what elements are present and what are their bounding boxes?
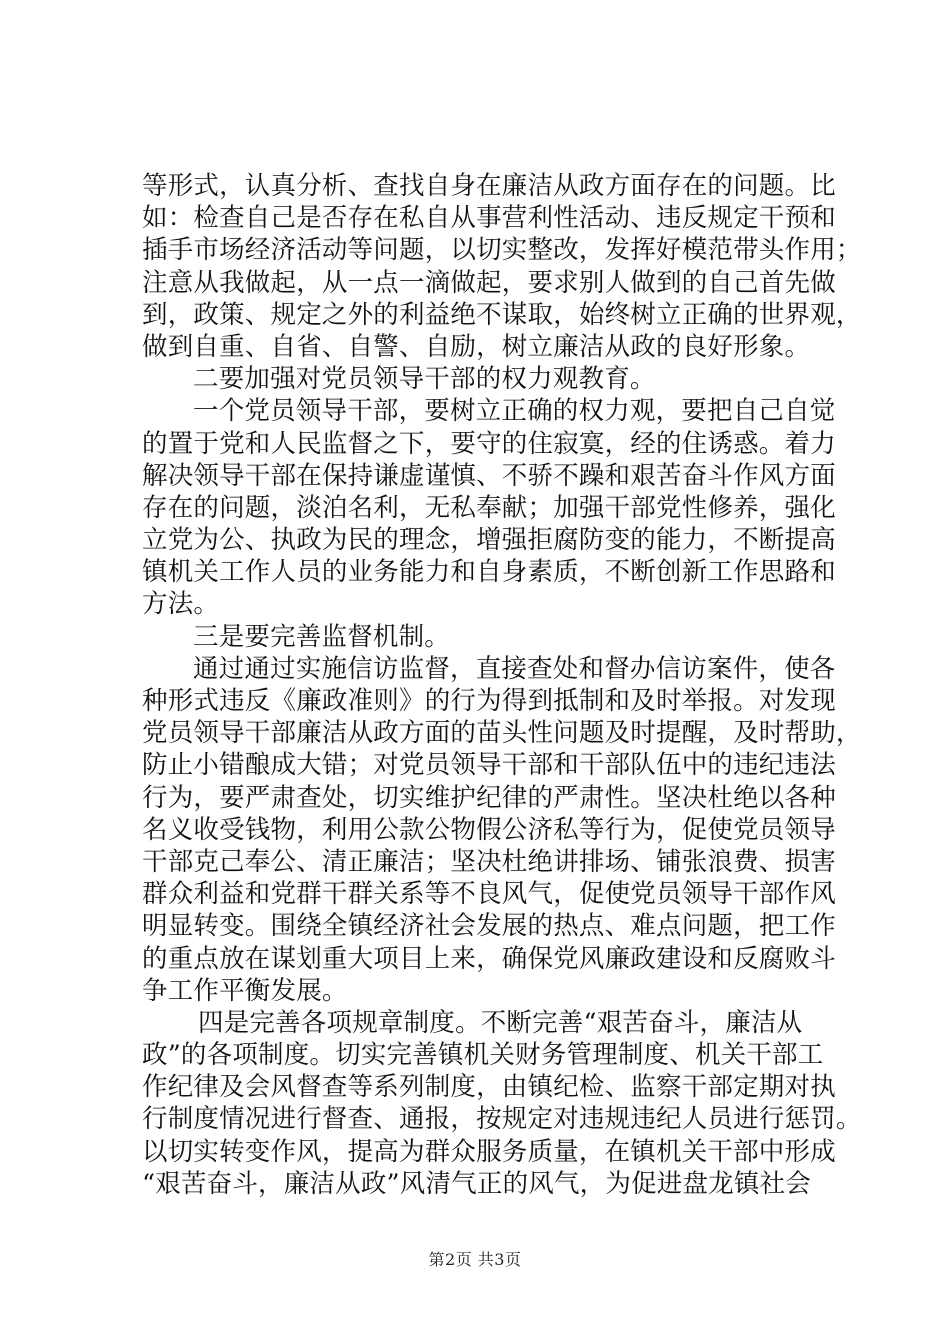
text-line: 的重点放在谋划重大项目上来，确保党风廉政建设和反腐败斗 [142, 943, 836, 974]
body-text [142, 170, 862, 1200]
text-line: 解决领导干部在保持谦虚谨慎、不骄不躁和艰苦奋斗作风方面 [142, 460, 836, 491]
text-line: 群众利益和党群干群关系等不良风气，促使党员领导干部作风 [142, 879, 836, 910]
text-line: 方法。 [142, 589, 220, 620]
text-line: 干部克己奉公、清正廉洁；坚决杜绝讲排场、铺张浪费、损害 [142, 846, 836, 877]
text-line: 做到自重、自省、自警、自励，树立廉洁从政的良好形象。 [142, 331, 811, 362]
section-heading: 二要加强对党员领导干部的权力观教育。 [193, 364, 656, 395]
text-line: 防止小错酿成大错；对党员领导干部和干部队伍中的违纪违法 [142, 750, 836, 781]
text-line: 种形式违反《廉政准则》的行为得到抵制和及时举报。对发现 [142, 686, 836, 716]
text-line: 政”的各项制度。切实完善镇机关财务管理制度、机关干部工 [142, 1040, 824, 1071]
paragraph-first-line: 四是完善各项规章制度。不断完善“艰苦奋斗，廉洁从 [198, 1007, 803, 1038]
page-number-footer: 第2页 共3页 [428, 1250, 522, 1269]
paragraph-first-line: 通过通过实施信访监督，直接查处和督办信访案件，使各 [193, 653, 836, 684]
text-line: 等形式，认真分析、查找自身在廉洁从政方面存在的问题。比 [142, 171, 836, 201]
text-line: 明显转变。围绕全镇经济社会发展的热点、难点问题，把工作 [142, 911, 836, 942]
text-line: 作纪律及会风督查等系列制度，由镇纪检、监察干部定期对执 [142, 1072, 836, 1103]
text-line: 注意从我做起，从一点一滴做起，要求别人做到的自己首先做 [142, 267, 836, 298]
text-line: 行为，要严肃查处，切实维护纪律的严肃性。坚决杜绝以各种 [142, 782, 836, 813]
text-line: 立党为公、执政为民的理念，增强拒腐防变的能力，不断提高 [142, 525, 836, 556]
text-line: 存在的问题，淡泊名利，无私奉献；加强干部党性修养，强化 [142, 492, 836, 523]
text-line: 的置于党和人民监督之下，要守的住寂寞，经的住诱惑。着力 [142, 428, 836, 459]
text-line: 到，政策、规定之外的利益绝不谋取，始终树立正确的世界观， [142, 299, 862, 330]
text-line: 行制度情况进行督查、通报，按规定对违规违纪人员进行惩罚。 [142, 1104, 862, 1135]
paragraph-first-line: 一个党员领导干部，要树立正确的权力观，要把自己自觉 [193, 396, 836, 427]
section-heading: 三是要完善监督机制。 [193, 621, 451, 652]
text-line: 争工作平衡发展。 [142, 975, 348, 1006]
text-line: 镇机关工作人员的业务能力和自身素质，不断创新工作思路和 [142, 557, 836, 588]
text-line: 党员领导干部廉洁从政方面的苗头性问题及时提醒，及时帮助， [142, 718, 862, 749]
text-line: 以切实转变作风，提高为群众服务质量，在镇机关干部中形成 [142, 1136, 836, 1167]
text-line: “艰苦奋斗，廉洁从政”风清气正的风气，为促进盘龙镇社会 [142, 1168, 811, 1199]
text-line: 名义收受钱物，利用公款公物假公济私等行为，促使党员领导 [142, 814, 836, 845]
text-line: 如：检查自己是否存在私自从事营利性活动、违反规定干预和 [142, 203, 836, 234]
text-line: 插手市场经济活动等问题，以切实整改，发挥好模范带头作用； [142, 235, 862, 266]
